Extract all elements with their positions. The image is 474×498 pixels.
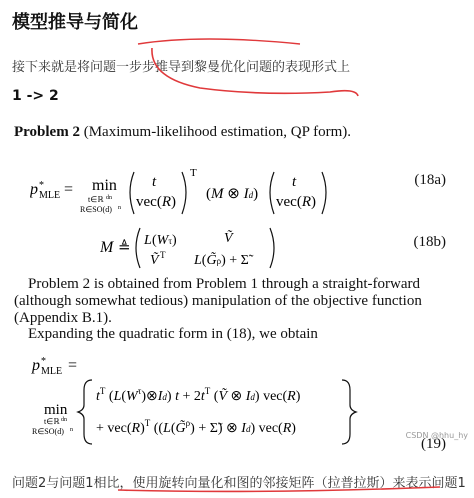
svg-text:dn: dn [61,417,67,423]
svg-text:n: n [118,205,121,211]
svg-text:t: t [152,174,157,190]
svg-text:T: T [190,167,197,179]
svg-text:min: min [92,177,117,194]
svg-text:t∈ℝ: t∈ℝ [88,195,104,204]
svg-text:M: M [100,239,114,256]
svg-text:T: T [160,250,166,260]
svg-text:p: p [32,357,40,374]
subheading: 1 -> 2 [12,88,59,104]
section-heading: 模型推导与简化 [12,12,138,33]
equation-19-number: (19) [421,436,446,452]
svg-text:vec(R): vec(R) [136,194,176,210]
svg-text:Ṽ: Ṽ [150,253,159,268]
svg-text:dn: dn [106,195,112,201]
svg-text:min: min [44,402,68,418]
svg-text:=: = [64,181,74,198]
svg-text:p: p [30,181,38,198]
intro-paragraph: 接下来就是将问题一步步推导到黎曼优化问题的表现形式上 [12,60,351,75]
equation-19 [24,350,364,460]
problem-title [14,124,351,141]
svg-text:*: * [41,356,46,367]
conclusion-paragraph: 问题2与问题1相比，使用旋转向量化和图的邻接矩阵（拉普拉斯）来表示问题1 [12,476,466,491]
equation-18b [100,222,300,274]
svg-text:t: t [292,174,297,190]
paper-excerpt-image [0,114,474,464]
paper-paragraph-1: Problem 2 is obtained from Problem 1 through a straight-forward (although somewhat tedious) manipulation of the objective function (Appendix B.1). [14,276,422,326]
svg-text:(M ⊗ Id): (M ⊗ Id) [206,186,259,202]
svg-text:MLE: MLE [41,366,63,377]
svg-text:*: * [39,180,44,191]
equation-18a-number: (18a) [414,172,446,188]
svg-text:t∈ℝ: t∈ℝ [44,417,60,426]
svg-text:L(G̃ρ) + Σ̃: L(G̃ρ) + Σ̃ [194,253,249,268]
svg-text:tT (L(Wτ)⊗Id) t + 2tT (Ṽ ⊗ Id): $t^T$ $(L(W^\tau)\otimes Id) t + 2t^T$ (Ṽ ⊗ Id) vec(R) [96,386,301,404]
problem-title-bold: Problem 2 [14,124,80,140]
paper-paragraph-2: Expanding the quadratic form in (18), we obtain [28,326,318,342]
equation-18a [30,158,360,228]
svg-text:n: n [70,427,73,433]
svg-text:L: L [144,233,152,248]
svg-text:Ṽ: Ṽ [224,231,233,246]
svg-text:≜: ≜ [118,240,131,256]
svg-text:+ vec(R)T ((L(G̃ρ) + Σ̃) ⊗ Id): + $vec(R)^T$ ((L(G̃$^\rho$) + Σ̃) ⊗ Id) vec(R) [96,418,296,436]
svg-text:R∈SO(d): R∈SO(d) [80,205,112,214]
svg-text:(Wτ): (Wτ) [152,233,177,248]
equation-18b-number: (18b) [413,234,446,250]
problem-title-rest: (Maximum-likelihood estimation, QP form). [79,124,352,140]
svg-text:R∈SO(d): R∈SO(d) [32,427,64,436]
svg-text:=: = [68,357,78,374]
svg-text:MLE: MLE [39,190,61,201]
watermark: CSDN @hhu_hy [405,431,468,440]
svg-text:vec(R): vec(R) [276,194,316,210]
